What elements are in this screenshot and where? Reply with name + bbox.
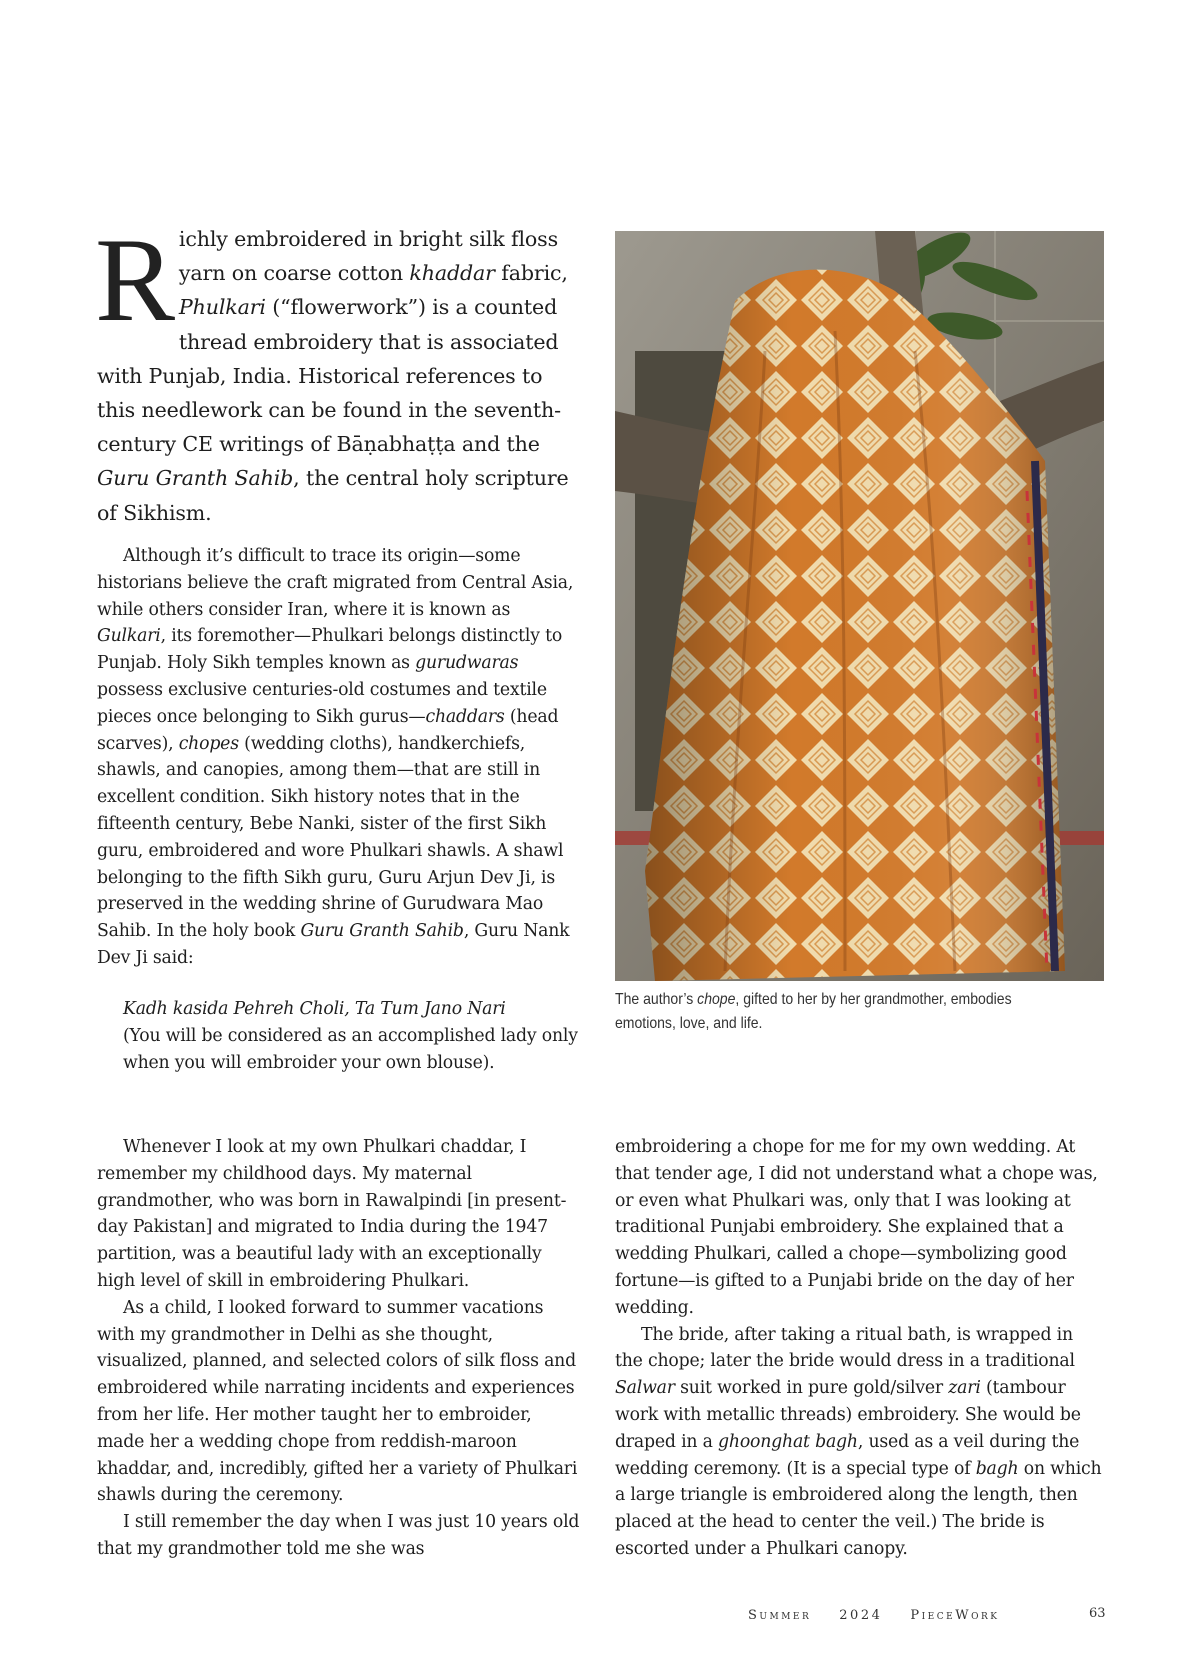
photo-illustration: [615, 231, 1104, 981]
phulkari-chope-photo: [615, 231, 1104, 981]
para2-italic-chaddars: chaddars: [425, 706, 505, 727]
lead-text-1: ichly embroidered in bright silk floss yarn on coarse cotton: [178, 227, 558, 286]
lead-text-4: , the central holy scripture of Sikhism.: [97, 466, 569, 525]
para7-text-2: suit worked in pure gold/silver: [674, 1378, 949, 1399]
para2-text-4: (head scarves),: [97, 706, 559, 754]
paragraph-origin: [97, 543, 583, 972]
para7-italic-salwar: Salwar: [615, 1378, 675, 1399]
lead-italic-guru-granth: Guru Granth Sahib: [97, 466, 294, 491]
paragraph-summer-vacations: As a child, I looked forward to summer vacations with my grandmother in Delhi as she thought, visualized, planned, and selected colors of silk floss and embroidered while narrating incidents and experiences from her life. Her mother taught her to embroider, made her a wedding chope from reddish-maroon khaddar, and, incredibly, gifted her a variety of Phulkari shawls during the ceremony.: [97, 1297, 578, 1506]
lower-left-column: [97, 1134, 583, 1563]
footer-year: 2024: [839, 1608, 883, 1623]
paragraph-chope-wedding: embroidering a chope for me for my own wedding. At that tender age, I did not understand what a chope was, or even what Phulkari was, only that I was looking at traditional Punjabi embroidery. She explained that a wedding Phulkari, called a chope—symbolizing good fortune—is gifted to a Punjabi bride on the day of her wedding.: [615, 1137, 1098, 1318]
para7-italic-bagh: bagh: [975, 1458, 1019, 1479]
lead-italic-phulkari: Phulkari: [178, 295, 266, 320]
paragraph-childhood: Whenever I look at my own Phulkari chaddar, I remember my childhood days. My maternal grandmother, who was born in Rawalpindi [in present-day Pakistan] and migrated to India during the 1947 partition, was a beautiful lady with an exceptionally high level of skill in embroidering Phulkari.: [97, 1137, 567, 1291]
footer-magazine: PieceWork: [910, 1608, 1000, 1623]
running-footer: [748, 1608, 1027, 1623]
lead-paragraph: [95, 213, 583, 530]
quote-translation: (You will be considered as an accomplished lady only when you will embroider your own blouse).: [123, 1025, 578, 1073]
caption-text-1: The author’s: [615, 991, 698, 1008]
para2-text-3: possess exclusive centuries-old costumes and textile pieces once belonging to Sikh gurus—: [97, 679, 547, 727]
page-number: 63: [1089, 1606, 1106, 1621]
para7-text-1: The bride, after taking a ritual bath, is wrapped in the chope; later the bride would dress in a traditional: [615, 1324, 1075, 1372]
para2-text-2: , its foremother—Phulkari belongs distinctly to Punjab. Holy Sikh temples known as: [97, 626, 563, 674]
lead-italic-khaddar: khaddar: [409, 261, 495, 286]
para2-italic-guru-granth: Guru Granth Sahib: [300, 921, 464, 942]
block-quote: [123, 996, 583, 1076]
caption-italic-chope: chope: [697, 991, 736, 1008]
lead-text-3: (“flowerwork”) is a counted thread embroidery that is associated with Punjab, India. Historical references to this needlework can be found in the seventh-century CE writings of Bāṇabhaṭṭa and the: [97, 295, 561, 457]
paragraph-bride: [615, 1322, 1105, 1563]
para2-italic-gurudwaras: gurudwaras: [415, 653, 519, 674]
para7-italic-ghoonghat-bagh: ghoonghat bagh: [718, 1431, 858, 1452]
para7-italic-zari: zari: [948, 1378, 981, 1399]
para2-text-5: (wedding cloths), handkerchiefs, shawls, and canopies, among them—that are still in excellent condition. Sikh history notes that in the fifteenth century, Bebe Nanki, sister of the first Sikh guru, embroidered and wore Phulkari shawls. A shawl belonging to the fifth Sikh guru, Guru Arjun Dev Ji, is preserved in the wedding shrine of Gurudwara Mao Sahib. In the holy book: [97, 733, 564, 942]
quote-italic: Kadh kasida Pehreh Choli, Ta Tum Jano Nari: [123, 999, 506, 1019]
photo-caption: [615, 988, 1029, 1036]
para7-text-3: (tambour work with metallic threads) embroidery. She would be draped in a: [615, 1378, 1081, 1452]
footer-season: Summer: [748, 1608, 812, 1623]
para7-text-4: , used as a veil during the wedding ceremony. (It is a special type of: [615, 1431, 1080, 1479]
para2-italic-gulkari: Gulkari: [97, 626, 161, 647]
para7-text-5: on which a large triangle is embroidered along the length, then placed at the head to center the veil.) The bride is escorted under a Phulkari canopy.: [615, 1458, 1102, 1559]
para2-text-6: , Guru Nank Dev Ji said:: [97, 921, 570, 968]
drop-cap: R: [95, 213, 175, 346]
caption-text-2: , gifted to her by her grandmother, embodies emotions, love, and life.: [615, 991, 1012, 1032]
para2-text-1: Although it’s difficult to trace its origin—some historians believe the craft migrated from Central Asia, while others consider Iran, where it is known as: [97, 546, 574, 620]
paragraph-remember-day: I still remember the day when I was just 10 years old that my grandmother told me she was: [97, 1512, 580, 1559]
lead-text-2: fabric,: [494, 261, 568, 286]
lower-right-column: [615, 1134, 1105, 1563]
para2-italic-chopes: chopes: [178, 733, 239, 754]
